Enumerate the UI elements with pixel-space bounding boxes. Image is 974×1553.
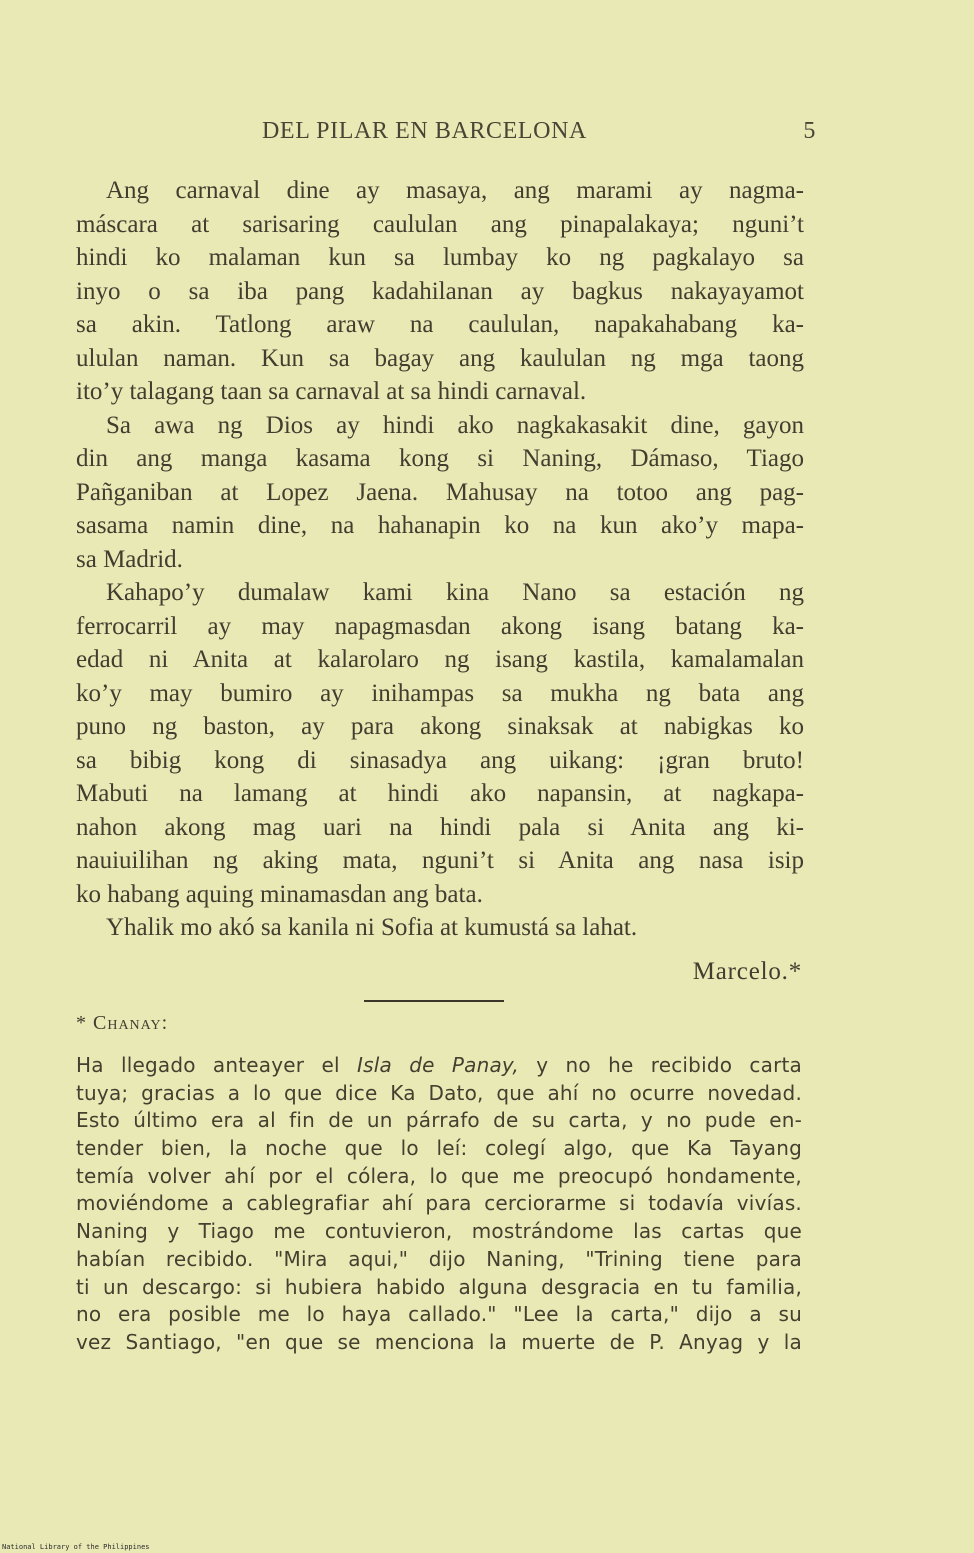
- footnote-line: no era posible me lo haya callado." "Lee la carta," dijo a su: [76, 1302, 802, 1327]
- footnote-line-post: y no he recibido carta: [518, 1053, 803, 1077]
- text-line: máscara at sarisaring caululan ang pinapalakaya; nguni’t: [76, 210, 804, 238]
- footnote-line: Esto último era al fin de un párrafo de su carta, y no pude en-: [76, 1108, 802, 1133]
- running-head: DEL PILAR EN BARCELONA: [262, 118, 587, 144]
- footnote-line: ti un descargo: si hubiera habido alguna desgracia en tu familia,: [76, 1274, 802, 1299]
- text-line: puno ng baston, ay para akong sinaksak at nabigkas ko: [76, 713, 804, 740]
- page-number: 5: [803, 118, 816, 144]
- text-line: Yhalik mo akó sa kanila ni Sofia at kumustá sa lahat.: [106, 914, 638, 941]
- text-line: edad ni Anita at kalarolaro ng isang kastila, kamalamalan: [76, 646, 804, 673]
- text-line: nauiuilihan ng aking mata, nguni’t si Anita ang nasa isip: [76, 847, 804, 874]
- footnote-heading: * Chanay:: [76, 1012, 169, 1034]
- text-line: Mabuti na lamang at hindi ako napansin, at nagkapa-: [76, 780, 804, 807]
- footnote-line: [76, 1052, 802, 1080]
- footnote-line-pre: Ha llegado anteayer el: [76, 1053, 358, 1077]
- library-watermark-text: National Library of the Philippines: [2, 1543, 150, 1551]
- text-line: ito’y talagang taan sa carnaval at sa hindi carnaval.: [76, 378, 587, 405]
- footnote-line: habían recibido. "Mira aqui," dijo Naning, "Trining tiene para: [76, 1246, 802, 1271]
- text-line: ko’y may bumiro ay inihampas sa mukha ng bata ang: [76, 679, 804, 707]
- text-line: Pañganiban at Lopez Jaena. Mahusay na totoo ang pag-: [76, 478, 804, 506]
- signature: Marcelo.*: [692, 958, 802, 985]
- text-line: Ang carnaval dine ay masaya, ang marami ay nagma-: [106, 177, 804, 204]
- footnote-line: tender bien, la noche que lo leí: colegí algo, que Ka Tayang: [76, 1136, 802, 1161]
- text-line: ululan naman. Kun sa bagay ang kaululan ng mga taong: [76, 344, 804, 372]
- footnote-line: temía volver ahí por el cólera, lo que me preocupó hondamente,: [76, 1163, 802, 1188]
- text-line: Sa awa ng Dios ay hindi ako nagkakasakit dine, gayon: [106, 411, 804, 439]
- footnote-text: [76, 1052, 802, 1357]
- footnote-line: tuya; gracias a lo que dice Ka Dato, que ahí no ocurre novedad.: [76, 1080, 802, 1105]
- text-line: sa akin. Tatlong araw na caululan, napakahabang ka-: [76, 311, 804, 338]
- footnote-line: Naning y Tiago me contuvieron, mostrándome las cartas que: [76, 1219, 802, 1244]
- text-line: inyo o sa iba pang kadahilanan ay bagkus nakayayamot: [76, 277, 804, 305]
- main-body-text: [76, 174, 804, 945]
- page-header: [72, 118, 816, 152]
- text-line: ferrocarril ay may napagmasdan akong isang batang ka-: [76, 612, 804, 640]
- footnote-divider: [364, 1000, 504, 1002]
- footnote-line: moviéndome a cablegrafiar ahí para cerciorarme si todavía vivías.: [76, 1191, 802, 1216]
- text-line: sasama namin dine, na hahanapin ko na kun ako’y mapa-: [76, 512, 804, 539]
- text-line: sa Madrid.: [76, 545, 183, 573]
- text-line: hindi ko malaman kun sa lumbay ko ng pagkalayo sa: [76, 244, 804, 271]
- text-line: din ang manga kasama kong si Naning, Dámaso, Tiago: [76, 445, 804, 472]
- text-line: sa bibig kong di sinasadya ang uikang: ¡gran bruto!: [76, 746, 804, 774]
- text-line: ko habang aquing minamasdan ang bata.: [76, 880, 483, 908]
- footnote-line: vez Santiago, "en que se menciona la muerte de P. Anyag y la: [76, 1329, 802, 1354]
- text-line: nahon akong mag uari na hindi pala si Anita ang ki-: [76, 813, 804, 841]
- footnote-line-italic: Isla de Panay,: [357, 1053, 519, 1077]
- text-line: Kahapo’y dumalaw kami kina Nano sa estación ng: [106, 579, 804, 606]
